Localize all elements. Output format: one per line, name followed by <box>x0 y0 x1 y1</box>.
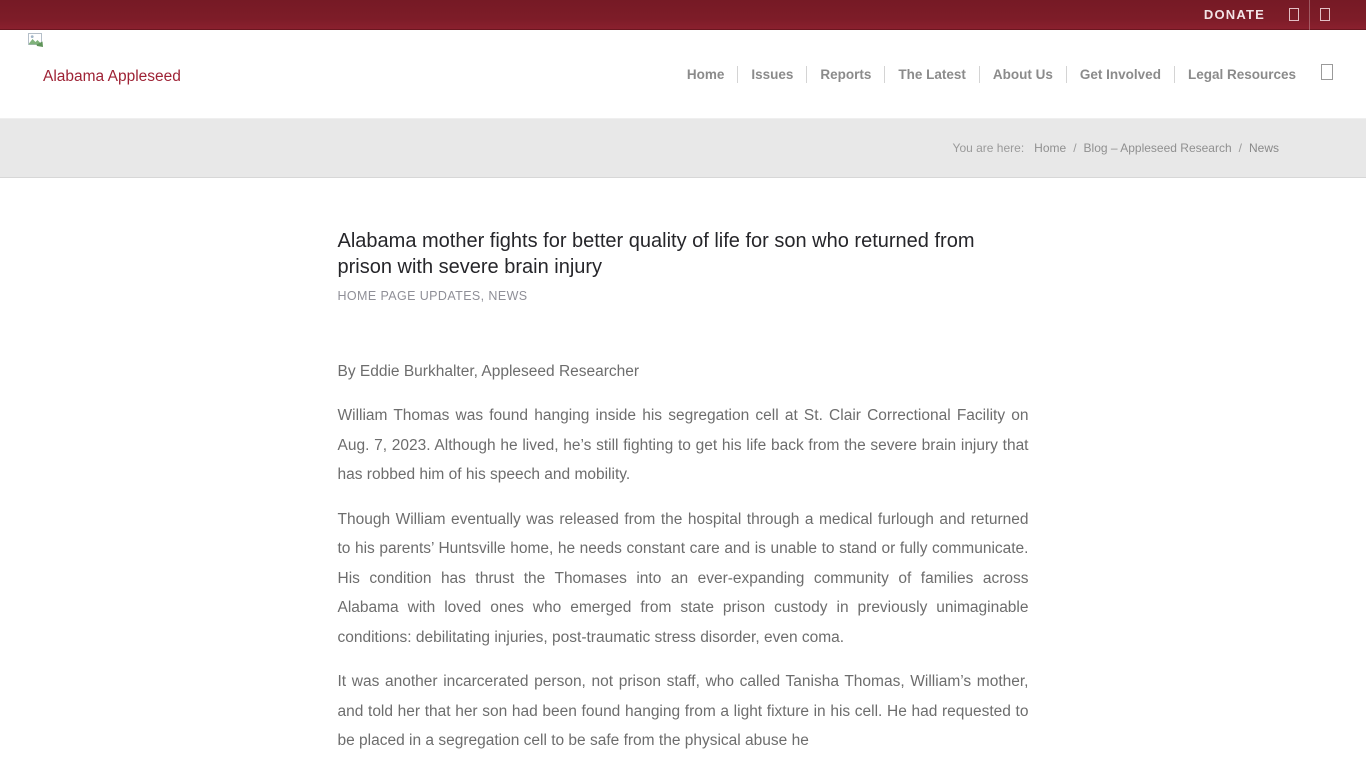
placeholder-glyph-icon <box>1321 64 1333 80</box>
logo-alt-text: Alabama Appleseed <box>43 68 181 85</box>
donate-link[interactable]: DONATE <box>1203 7 1265 22</box>
social-icon-1[interactable] <box>1289 8 1299 21</box>
nav-li <box>674 67 738 82</box>
nav-li <box>737 66 806 83</box>
category-link-home-page-updates[interactable]: HOME PAGE UPDATES <box>337 289 481 303</box>
nav-li <box>884 66 979 83</box>
article <box>338 228 1029 756</box>
article-byline: By Eddie Burkhalter, Appleseed Researcher <box>337 363 640 380</box>
nav-item-home[interactable]: Home <box>686 66 725 82</box>
main-nav-list <box>674 66 1309 83</box>
search-icon[interactable] <box>1321 64 1333 85</box>
main-nav <box>674 30 1333 118</box>
article-paragraph: It was another incarcerated person, not prison staff, who called Tanisha Thomas, William’s mother, and told her that her son had been found hanging from a light fixture in his cell. He had requested to be placed in a segregation cell to be safe from the physical abuse he <box>337 673 1029 749</box>
article-categories <box>338 289 1029 303</box>
nav-item-legal-resources[interactable]: Legal Resources <box>1187 66 1296 82</box>
nav-item-about-us[interactable]: About Us <box>992 66 1053 82</box>
placeholder-glyph-icon <box>1289 8 1299 21</box>
topbar-divider <box>1309 0 1310 30</box>
category-separator: , <box>480 289 489 303</box>
breadcrumb-item-blog[interactable]: Blog – Appleseed Research <box>1083 141 1232 155</box>
nav-item-get-involved[interactable]: Get Involved <box>1079 66 1161 82</box>
breadcrumb-item-news: News <box>1248 141 1279 155</box>
nav-li <box>1066 66 1174 83</box>
nav-item-issues[interactable]: Issues <box>751 66 794 82</box>
nav-item-reports[interactable]: Reports <box>820 66 872 82</box>
main-content <box>338 178 1029 756</box>
broken-image-icon <box>28 33 44 48</box>
site-header <box>0 30 1366 118</box>
category-link-news[interactable]: NEWS <box>488 289 528 303</box>
nav-item-the-latest[interactable]: The Latest <box>898 66 966 82</box>
breadcrumb-prefix: You are here: <box>952 141 1025 155</box>
article-title: Alabama mother fights for better quality of life for son who returned from prison with severe brain injury <box>337 230 975 278</box>
article-paragraph: William Thomas was found hanging inside his segregation cell at St. Clair Correctional Facility on Aug. 7, 2023. Although he lived, he’s still fighting to get his life back from the severe brain injury that has robbed him of his speech and mobility. <box>337 407 1029 483</box>
nav-li <box>806 66 884 83</box>
nav-li <box>979 66 1066 83</box>
social-icon-2[interactable] <box>1320 8 1330 21</box>
breadcrumb <box>0 118 1366 178</box>
nav-li <box>1174 66 1309 83</box>
breadcrumb-separator: / <box>1073 141 1077 155</box>
article-paragraph: Though William eventually was released from the hospital through a medical furlough and returned to his parents’ Huntsville home, he needs constant care and is unable to stand or fully communicate. His condition has thrust the Thomases into an ever-expanding community of families across Alabama with loved ones who emerged from state prison custody in previously unimaginable conditions: debilitating injuries, post-traumatic stress disorder, even coma. <box>337 510 1029 646</box>
breadcrumb-item-home[interactable]: Home <box>1034 141 1067 155</box>
placeholder-glyph-icon <box>1320 8 1330 21</box>
site-logo[interactable] <box>28 33 181 86</box>
breadcrumb-separator: / <box>1238 141 1242 155</box>
top-bar <box>0 0 1366 30</box>
